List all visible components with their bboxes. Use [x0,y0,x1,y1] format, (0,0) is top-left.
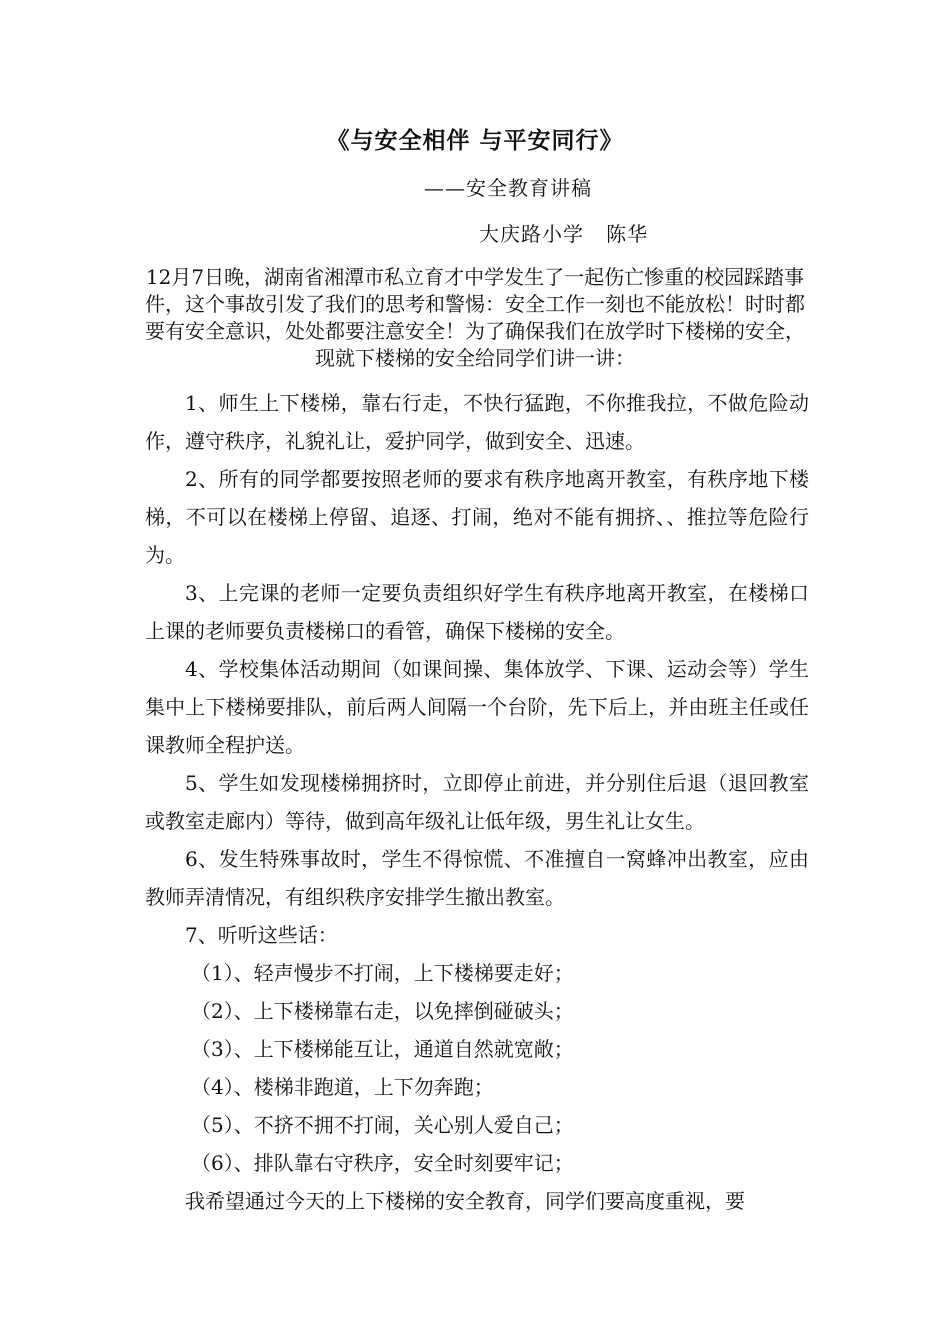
paragraph-3: 3、上完课的老师一定要负责组织好学生有秩序地离开教室，在楼梯口上课的老师要负责楼梯口的看管，确保下楼梯的安全。 [145,581,809,643]
saying-3: （3）、上下楼梯能互让，通道自然就宽敞； [191,1037,574,1061]
saying-1: （1）、轻声慢步不打闹，上下楼梯要走好； [191,961,574,985]
paragraph-1: 1、师生上下楼梯，靠右行走，不快行猛跑，不你推我拉，不做危险动作，遵守秩序，礼貌礼让，爱护同学，做到安全、迅速。 [145,391,809,453]
document-subtitle: ——安全教育讲稿 [424,176,592,200]
paragraph-2: 2、所有的同学都要按照老师的要求有秩序地离开教室，有秩序地下楼梯，不可以在楼梯上停留、追逐、打闹，绝对不能有拥挤、、推拉等危险行为。 [145,467,809,567]
saying-5: （5）、不挤不拥不打闹，关心别人爱自己； [191,1113,574,1137]
paragraph-4: 4、学校集体活动期间（如课间操、集体放学、下课、运动会等）学生集中上下楼梯要排队，前后两人间隔一个台阶，先下后上，并由班主任或任课教师全程护送。 [145,657,809,757]
saying-6: （6）、排队靠右守秩序，安全时刻要牢记； [191,1151,574,1175]
paragraph-7: 7、听听这些话： [185,923,338,947]
document-body [145,384,809,1220]
paragraph-6: 6、发生特殊事故时，学生不得惊慌、不准擅自一窝蜂冲出教室，应由教师弄清情况，有组织秩序安排学生撤出教室。 [145,847,809,909]
saying-4: （4）、楼梯非跑道，上下勿奔跑； [191,1075,494,1099]
closing-paragraph: 我希望通过今天的上下楼梯的安全教育，同学们要高度重视，要 [185,1189,745,1213]
document-title: 《与安全相伴 与平安同行》 [326,127,624,154]
paragraph-5: 5、学生如发现楼梯拥挤时，立即停止前进，并分别住后退（退回教室或教室走廊内）等待，做到高年级礼让低年级，男生礼让女生。 [145,771,809,833]
document-author: 大庆路小学 陈华 [479,222,649,246]
intro-paragraph: 12月7日晚，湖南省湘潭市私立育才中学发生了一起伤亡惨重的校园踩踏事件，这个事故引发了我们的思考和警惕：安全工作一刻也不能放松！时时都要有安全意识，处处都要注意安全！为了确保我们在放学时下楼梯的安全，现就下楼梯的安全给同学们讲一讲： [145,265,805,370]
saying-2: （2）、上下楼梯靠右走，以免摔倒碰破头； [191,999,574,1023]
